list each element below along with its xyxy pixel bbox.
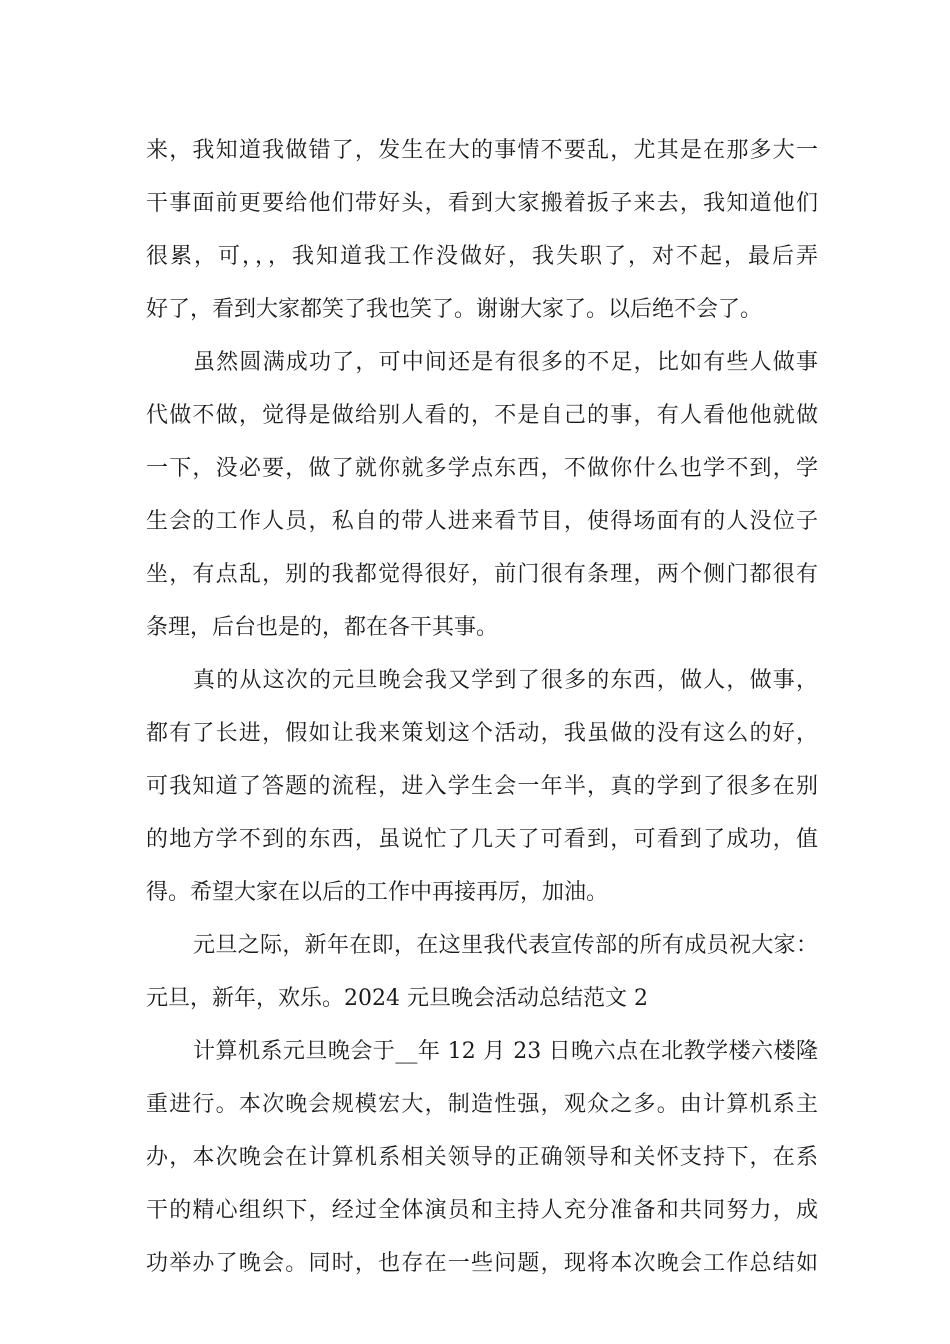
text-line: 很累，可，，，我知道我工作没做好，我失职了，对不起，最后弄 — [146, 244, 818, 269]
text-line: 的地方学不到的东西，虽说忙了几天了可看到，可看到了成功，值 — [146, 827, 818, 852]
text-line: 来，我知道我做错了，发生在大的事情不要乱，尤其是在那多大一 — [146, 138, 818, 163]
text-line: 代做不做，觉得是做给别人看的，不是自己的事，有人看他他就做 — [146, 403, 818, 428]
paragraph-first-line: 计算机系元旦晚会于__年 12 月 23 日晚六点在北教学楼六楼隆 — [193, 1039, 818, 1064]
text-line: 得。希望大家在以后的工作中再接再厉，加油。 — [146, 880, 609, 905]
text-line: 坐，有点乱，别的我都觉得很好，前门很有条理，两个侧门都很有 — [146, 562, 818, 587]
text-line: 生会的工作人员，私自的带人进来看节目，使得场面有的人没位子 — [146, 509, 818, 534]
text-line: 重进行。本次晚会规模宏大，制造性强，观众之多。由计算机系主 — [146, 1092, 818, 1117]
text-line: 都有了长进，假如让我来策划这个活动，我虽做的没有这么的好， — [146, 721, 818, 746]
text-line: 干的精心组织下，经过全体演员和主持人充分准备和共同努力，成 — [146, 1198, 818, 1223]
text-line: 办，本次晚会在计算机系相关领导的正确领导和关怀支持下，在系 — [146, 1145, 818, 1170]
section-heading-line: 元旦，新年，欢乐。2024 元旦晚会活动总结范文 2 — [146, 986, 648, 1011]
paragraph-first-line: 虽然圆满成功了，可中间还是有很多的不足，比如有些人做事 — [193, 350, 818, 375]
text-line: 可我知道了答题的流程，进入学生会一年半，真的学到了很多在别 — [146, 774, 818, 799]
text-line: 干事面前更要给他们带好头，看到大家搬着扳子来去，我知道他们 — [146, 191, 818, 216]
paragraph-first-line: 真的从这次的元旦晚会我又学到了很多的东西，做人，做事， — [193, 668, 818, 693]
text-line: 条理，后台也是的，都在各干其事。 — [146, 615, 499, 640]
paragraph-first-line: 元旦之际，新年在即，在这里我代表宣传部的所有成员祝大家： — [193, 933, 818, 958]
document-body — [146, 124, 818, 1290]
text-line: 功举办了晚会。同时，也存在一些问题，现将本次晚会工作总结如 — [146, 1251, 818, 1276]
text-line: 好了，看到大家都笑了我也笑了。谢谢大家了。以后绝不会了。 — [146, 297, 763, 322]
text-line: 一下，没必要，做了就你就多学点东西，不做你什么也学不到，学 — [146, 456, 818, 481]
